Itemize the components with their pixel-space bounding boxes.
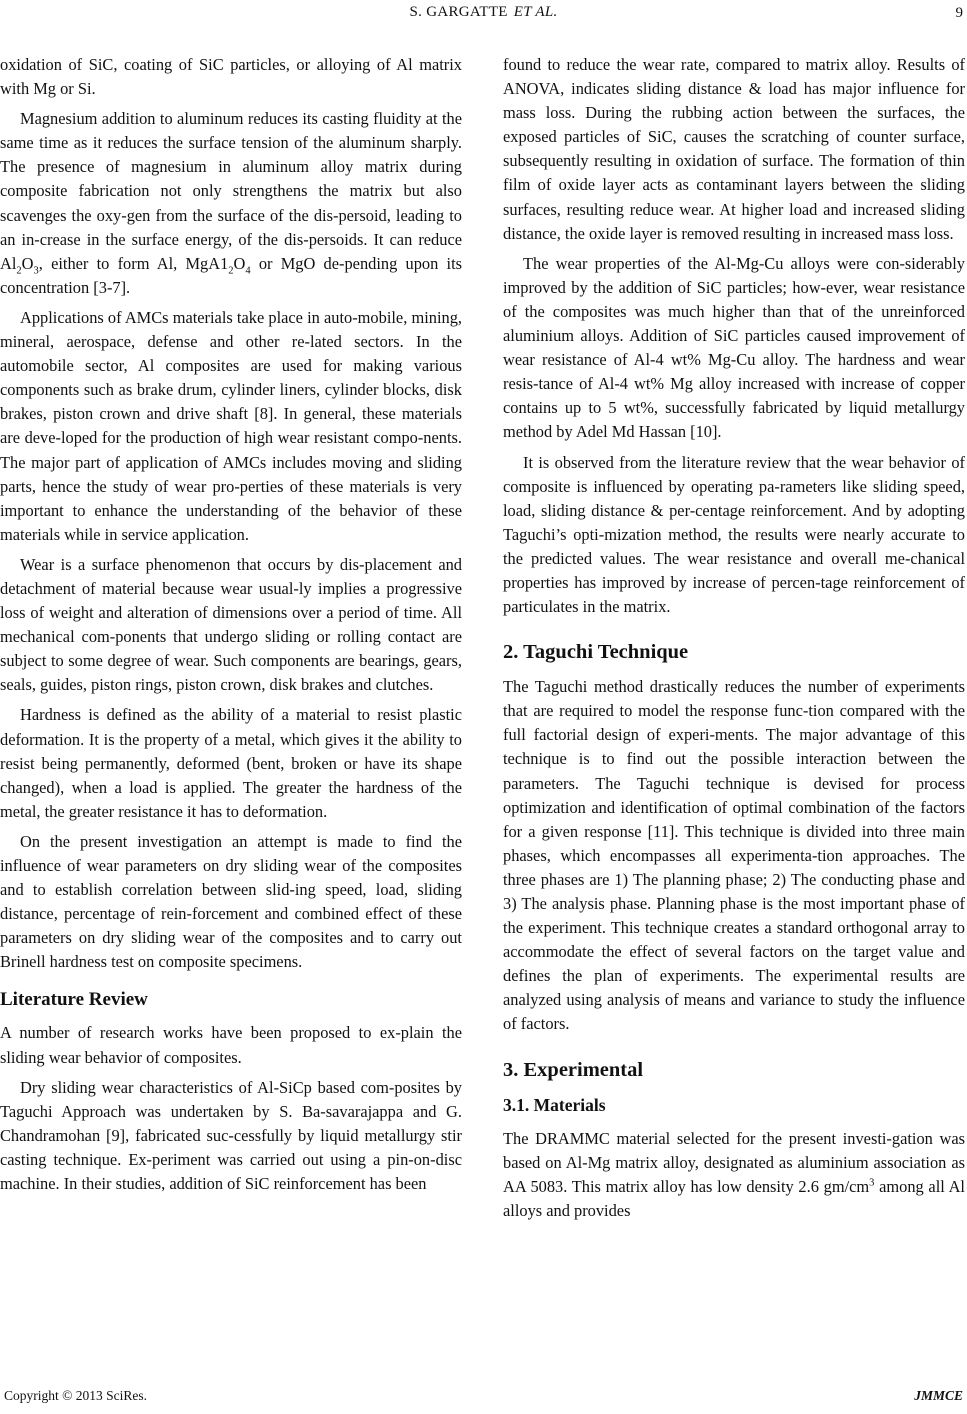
text-run: Magnesium addition to aluminum reduces its casting fluidity at the same time as it reduces the surface tension of the aluminum sharply. The presence of magnesium in aluminum alloy matrix during composite fabrication not only strengthens the matrix but also scavenges the oxy-gen from the surface of the dis-persoid, leading to an in-crease in the surface energy, of the dis-persoids. It can reduce Al: [0, 109, 462, 273]
page-number: 9: [955, 5, 963, 21]
subscript: 2: [228, 265, 234, 277]
subscript: 4: [245, 265, 251, 277]
text-run: or MgO de-pending upon its concentration [3-7].: [0, 253, 462, 297]
paragraph: Dry sliding wear characteristics of Al-SiCp based com-posites by Taguchi Approach was undertaken by S. Ba-savarajappa and G. Chandramohan [9], fabricated suc-cessfully by liquid metallurgy stir casting technique. Ex-periment was carried out using a pin-on-disc machine. In their studies, addition of SiC reinforcement has been: [0, 1077, 462, 1194]
left-column: [0, 53, 462, 1202]
section-heading-experimental: 3. Experimental: [503, 1058, 644, 1081]
text-run: The DRAMMC material selected for the present investi-gation was based on Al-Mg matrix alloy, designated as aluminium association as AA 5083. This matrix alloy has low density 2.6 gm/cm: [503, 1128, 965, 1196]
running-head-authors: S. GARGATTE: [409, 4, 508, 20]
text-run: O: [21, 253, 34, 273]
section-heading-taguchi-technique: 2. Taguchi Technique: [503, 641, 689, 664]
right-column: [503, 53, 965, 1229]
paragraph: On the present investigation an attempt is made to find the influence of wear parameters on dry sliding wear of the composites and to establish correlation between slid-ing speed, load, sliding distance, percentage of rein-forcement and combined effect of these parameters on dry sliding wear of the composites and to carry out Brinell hardness test on composite specimens.: [0, 831, 462, 972]
section-heading-literature-review: Literature Review: [0, 989, 148, 1011]
text-run: O: [233, 253, 246, 273]
paragraph: The wear properties of the Al-Mg-Cu alloys were con-siderably improved by the addition of SiC particles; how-ever, wear resistance of the composites was much higher than that of the unreinforced aluminium alloys. Addition of SiC particles caused improvement of wear resistance of Al-4 wt% Mg-Cu alloy. The hardness and wear resis-tance of Al-4 wt% Mg alloy increased with increase of copper contains up to 5 wt%, successfully fabricated by liquid metallurgy method by Adel Md Hassan [10].: [503, 253, 965, 442]
paragraph: found to reduce the wear rate, compared to matrix alloy. Results of ANOVA, indicates sliding distance & load has major influence for mass loss. During the rubbing action between the surfaces, the exposed particles of SiC, causes the scratching of counter surface, subsequently resulting in oxidation of surface. The formation of thin film of oxide layer acts as contaminant layers between the sliding surfaces, resulting reduce wear. At higher load and increased sliding distance, the oxide layer is removed resulting in increased mass loss.: [503, 55, 965, 243]
subscript: 3: [33, 265, 39, 277]
paragraph: A number of research works have been proposed to ex-plain the sliding wear behavior of composites.: [0, 1023, 462, 1067]
running-head-etal: ET AL.: [513, 4, 558, 20]
paragraph: Hardness is defined as the ability of a material to resist plastic deformation. It is the property of a metal, which gives it the ability to resist being permanently, deformed (bent, broken or have its shape changed), when a load is applied. The greater the hardness of the metal, the greater resistance it has to deformation.: [0, 705, 462, 821]
text-run: among all Al alloys and provides: [503, 1176, 965, 1220]
subscript: 2: [16, 265, 22, 277]
superscript: 3: [869, 1177, 875, 1189]
page-footer: [0, 1388, 967, 1408]
paragraph: [503, 1127, 965, 1223]
text-run: , either to form Al, MgA1: [38, 253, 229, 273]
page-header: [0, 2, 967, 26]
paragraph: [0, 107, 462, 300]
subsection-heading-materials: 3.1. Materials: [503, 1094, 606, 1115]
paragraph: Applications of AMCs materials take place in auto-mobile, mining, mineral, aerospace, defense and other re-lated sectors. In the automobile sector, Al composites are used for making various components such as brake drum, cylinder liners, cylinder blocks, disk brakes, piston crown and drive shaft [8]. In general, these materials are deve-loped for the production of high wear resistant compo-nents. The major part of application of AMCs includes moving and sliding parts, hence the study of wear pro-perties of these materials is very important to enhance the understanding of the behavior of these materials while in service application.: [0, 307, 462, 544]
running-head: [0, 4, 967, 21]
paragraph: Wear is a surface phenomenon that occurs by dis-placement and detachment of material because wear usual-ly implies a progressive loss of weight and alteration of dimensions over a period of time. All mechanical com-ponents that undergo sliding or rolling contact are subject to some degree of wear. Such components are bearings, gears, seals, guides, piston rings, piston crown, disk brakes and clutches.: [0, 554, 462, 695]
journal-abbreviation: JMMCE: [914, 1388, 963, 1403]
copyright-notice: Copyright © 2013 SciRes.: [4, 1388, 148, 1403]
paragraph: The Taguchi method drastically reduces the number of experiments that are required to model the response func-tion compared with the full factorial design of experi-ments. The major advantage of this technique is to find out the possible interaction between the parameters. The Taguchi technique is devised for process optimization and identification of optimal combination of the factors for a given response [11]. This technique is divided into three main phases, which encompasses all experimenta-tion approaches. The three phases are 1) The planning phase; 2) The conducting phase and 3) The analysis phase. Planning phase is the most important phase of the experiment. This technique creates a standard orthogonal array to accommodate the effect of several factors on the target value and defines the plan of experiments. The experimental results are analyzed using analysis of means and variance to study the influence of factors.: [503, 677, 965, 1034]
paragraph: oxidation of SiC, coating of SiC particles, or alloying of Al matrix with Mg or Si.: [0, 55, 462, 99]
paragraph: It is observed from the literature review that the wear behavior of composite is influenced by operating pa-rameters like sliding speed, load, sliding distance & per-centage reinforcement. And by adopting Taguchi’s opti-mization method, the results were nearly accurate to the predicted values. The wear resistance and overall me-chanical properties has improved by increase of percen-tage reinforcement of particulates in the matrix.: [503, 452, 965, 617]
